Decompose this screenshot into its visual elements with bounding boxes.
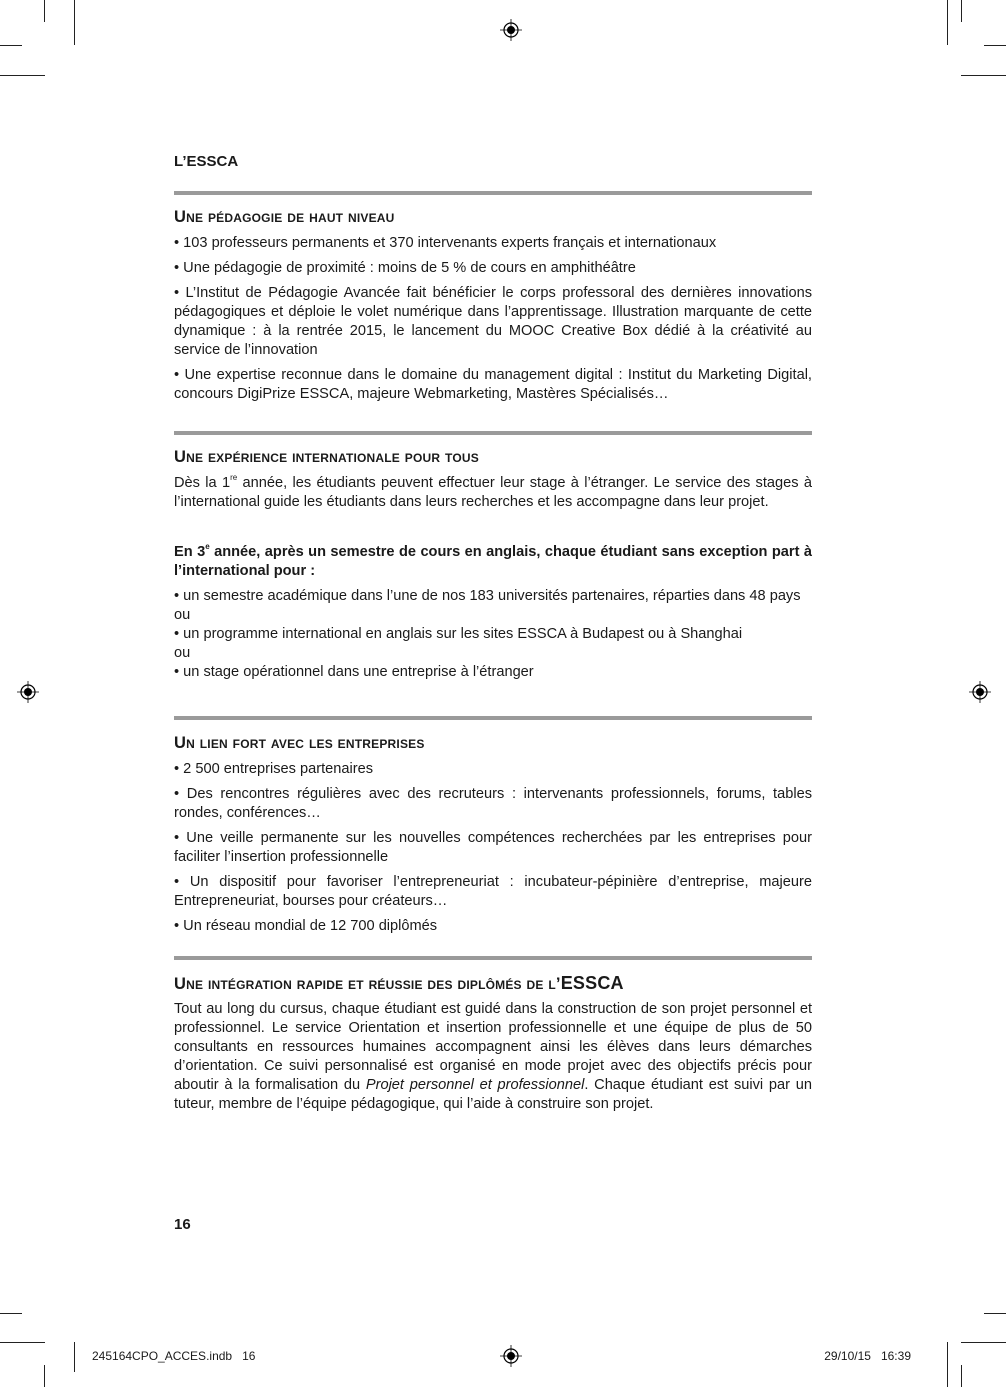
option-separator: ou — [174, 607, 191, 623]
section-body — [174, 1000, 812, 1114]
registration-mark-icon — [969, 681, 991, 703]
crop-mark — [0, 1342, 45, 1343]
option-item: • un semestre académique dans l’une de nos 183 universités partenaires, réparties dans 48 pays — [174, 588, 801, 604]
option-separator: ou — [174, 645, 191, 661]
section-body — [174, 474, 812, 682]
crop-mark — [984, 1313, 1006, 1314]
section-body — [174, 234, 812, 404]
intro-paragraph — [174, 474, 812, 512]
section-title: Une pédagogie de haut niveau — [174, 208, 395, 226]
crop-mark — [74, 0, 75, 45]
bold-paragraph — [174, 543, 812, 581]
bullet-item: • Un réseau mondial de 12 700 diplômés — [174, 918, 438, 934]
text: Tout au long du cursus, chaque étudiant est guidé dans la construction de son projet personnel et professionnel. Le service Orientation et insertion professionnelle et une équipe de plus de 50 consultants en ressources humaines accompagnent ainsi les élèves dans leurs démarches d’orientation. Ce suivi personnalisé est organisé en mode projet avec des objectifs précis pour aboutir à la formalisation du — [174, 1001, 812, 1093]
text: année, après un semestre de cours en anglais, chaque étudiant sans exception part à l’international pour : — [174, 544, 812, 579]
crop-mark — [0, 75, 45, 76]
page-number: 16 — [174, 1216, 191, 1233]
bullet-item: • Une expertise reconnue dans le domaine du management digital : Institut du Marketing Digital, concours DigiPrize ESSCA, majeure Webmarketing, Mastères Spécialisés… — [174, 367, 812, 402]
crop-mark — [984, 45, 1006, 46]
bullet-item: • Un dispositif pour favoriser l’entrepreneuriat : incubateur-pépinière d’entreprise, majeure Entrepreneuriat, bourses pour créateurs… — [174, 874, 812, 909]
text: . Chaque étudiant est suivi par un tuteur, membre de l’équipe pédagogique, qui l’aide à construire son projet. — [174, 1077, 812, 1112]
option-item: • un stage opérationnel dans une entreprise à l’étranger — [174, 664, 534, 680]
crop-mark — [44, 0, 45, 22]
running-title: L’ESSCA — [174, 153, 239, 170]
italic-text: Projet personnel et professionnel — [365, 1077, 585, 1093]
crop-mark — [0, 45, 22, 46]
superscript: e — [205, 542, 210, 551]
crop-mark — [74, 1342, 75, 1372]
text: année, les étudiants peuvent effectuer leur stage à l’étranger. Le service des stages à l’international guide les étudiants dans leurs recherches et les accompagne dans leur projet. — [174, 475, 812, 510]
section-divider — [174, 191, 812, 195]
section-body — [174, 760, 812, 936]
crop-mark — [44, 1365, 45, 1387]
crop-mark — [961, 0, 962, 22]
superscript: re — [230, 473, 238, 482]
section-divider — [174, 956, 812, 960]
text: En 3 — [174, 544, 206, 560]
registration-mark-icon — [500, 19, 522, 41]
bullet-item: • L’Institut de Pédagogie Avancée fait bénéficier le corps professoral des dernières innovations pédagogiques et déploie le volet numérique dans l’apprentissage. Illustration marquante de cette dynamique : à la rentrée 2015, le lancement du MOOC Creative Box dédié à la créativité au service de l’innovation — [174, 285, 812, 358]
crop-mark — [961, 1342, 1006, 1343]
body-paragraph — [174, 1000, 812, 1114]
section-title — [174, 973, 624, 994]
crop-mark — [961, 1365, 962, 1387]
crop-mark — [947, 0, 948, 45]
bullet-item: • Une pédagogie de proximité : moins de 5 % de cours en amphithéâtre — [174, 260, 636, 276]
section-divider — [174, 431, 812, 435]
text: Dès la 1 — [174, 475, 231, 491]
option-item: • un programme international en anglais sur les sites ESSCA à Budapest ou à Shanghai — [174, 626, 743, 642]
bullet-item: • 103 professeurs permanents et 370 intervenants experts français et internationaux — [174, 235, 717, 251]
slug-date: 29/10/15 16:39 — [824, 1349, 911, 1363]
section-title: Un lien fort avec les entreprises — [174, 734, 425, 752]
registration-mark-icon — [17, 681, 39, 703]
registration-mark-icon — [500, 1345, 522, 1367]
bullet-item: • Des rencontres régulières avec des recruteurs : intervenants professionnels, forums, tables rondes, conférences… — [174, 786, 812, 821]
crop-mark — [961, 75, 1006, 76]
crop-mark — [0, 1313, 22, 1314]
crop-mark — [947, 1342, 948, 1387]
brand-name: ESSCA — [560, 973, 624, 993]
slug-file: 245164CPO_ACCES.indb 16 — [92, 1349, 256, 1363]
section-divider — [174, 716, 812, 720]
section-title: Une expérience internationale pour tous — [174, 448, 479, 466]
bullet-item: • 2 500 entreprises partenaires — [174, 761, 373, 777]
title-text: Une intégration rapide et réussie des diplômés de l’ — [174, 975, 561, 993]
bullet-item: • Une veille permanente sur les nouvelles compétences recherchées par les entreprises pour faciliter l’insertion professionnelle — [174, 830, 812, 865]
